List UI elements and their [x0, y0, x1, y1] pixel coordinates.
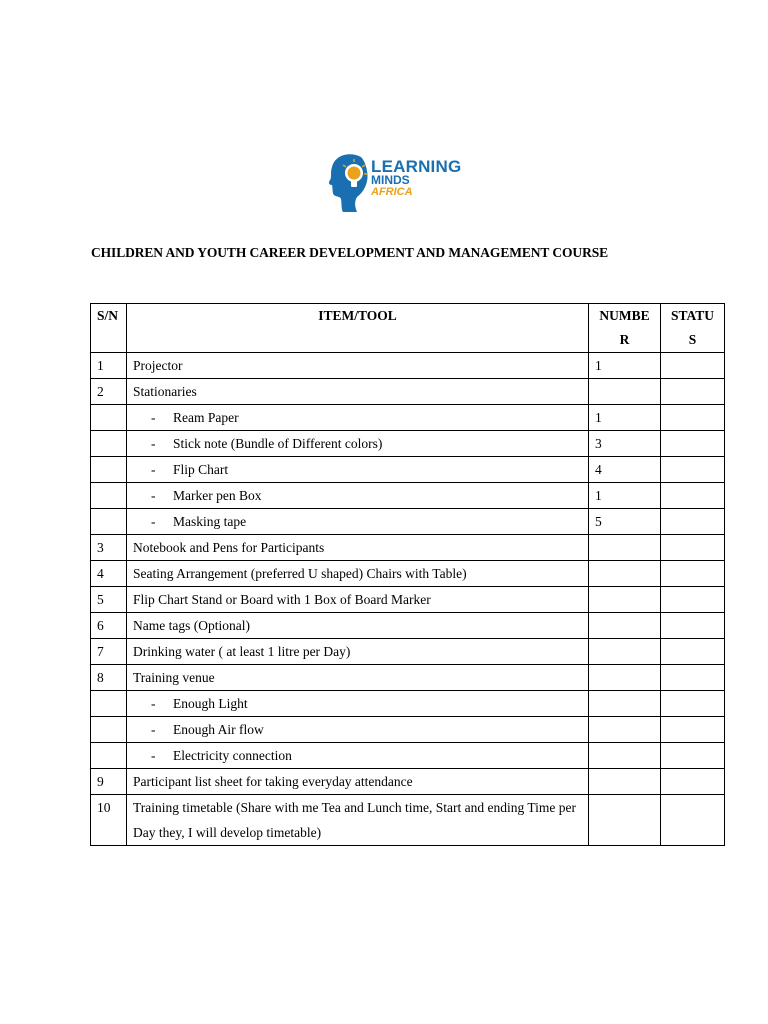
- cell-status: [661, 795, 725, 846]
- cell-number: [589, 639, 661, 665]
- cell-sn: [91, 457, 127, 483]
- header-sn: S/N: [91, 304, 127, 353]
- bullet-dash: -: [151, 410, 156, 425]
- cell-status: [661, 587, 725, 613]
- cell-item: [127, 431, 589, 457]
- header-number-line2: R: [619, 332, 630, 347]
- cell-item: [127, 483, 589, 509]
- table-row: [91, 613, 725, 639]
- cell-status: [661, 613, 725, 639]
- bullet-dash: -: [151, 436, 156, 451]
- cell-status: [661, 743, 725, 769]
- cell-number: 3: [589, 431, 661, 457]
- header-status-line1: STATU: [670, 308, 714, 323]
- cell-number: [589, 717, 661, 743]
- table-row: [91, 483, 725, 509]
- cell-status: [661, 483, 725, 509]
- cell-status: [661, 665, 725, 691]
- cell-status: [661, 639, 725, 665]
- header-number-line1: NUMBE: [599, 308, 650, 323]
- table-row: [91, 743, 725, 769]
- table-row: [91, 769, 725, 795]
- cell-status: [661, 509, 725, 535]
- table-row: [91, 379, 725, 405]
- item-text: Enough Air flow: [173, 722, 264, 737]
- header-item: ITEM/TOOL: [127, 304, 589, 353]
- cell-sn: 10: [91, 795, 127, 846]
- cell-item: Training venue: [127, 665, 589, 691]
- bullet-dash: -: [151, 488, 156, 503]
- bullet-dash: -: [151, 462, 156, 477]
- item-text: Marker pen Box: [173, 488, 262, 503]
- item-text: Electricity connection: [173, 748, 292, 763]
- cell-item: Participant list sheet for taking everyday attendance: [127, 769, 589, 795]
- bullet-dash: -: [151, 748, 156, 763]
- table-row: [91, 587, 725, 613]
- cell-item: Projector: [127, 353, 589, 379]
- company-logo: [327, 147, 467, 215]
- cell-sn: [91, 405, 127, 431]
- cell-number: [589, 665, 661, 691]
- cell-item: [127, 691, 589, 717]
- cell-item: [127, 743, 589, 769]
- table-row: [91, 691, 725, 717]
- table-row: [91, 431, 725, 457]
- header-status: [661, 304, 725, 353]
- cell-sn: 5: [91, 587, 127, 613]
- table-row: [91, 353, 725, 379]
- cell-item: Drinking water ( at least 1 litre per Day): [127, 639, 589, 665]
- bullet-dash: -: [151, 514, 156, 529]
- logo-line-2: MINDS: [371, 173, 410, 187]
- document-title: CHILDREN AND YOUTH CAREER DEVELOPMENT AND MANAGEMENT COURSE: [91, 245, 609, 260]
- cell-status: [661, 535, 725, 561]
- cell-sn: [91, 691, 127, 717]
- cell-sn: 3: [91, 535, 127, 561]
- cell-number: 4: [589, 457, 661, 483]
- logo-line-1: LEARNING: [371, 157, 462, 176]
- cell-item: Stationaries: [127, 379, 589, 405]
- cell-number: [589, 769, 661, 795]
- cell-item: Training timetable (Share with me Tea and Lunch time, Start and ending Time per Day they, I will develop timetable): [127, 795, 589, 846]
- cell-number: [589, 613, 661, 639]
- cell-number: [589, 379, 661, 405]
- cell-sn: [91, 483, 127, 509]
- table-row: [91, 717, 725, 743]
- cell-item: Notebook and Pens for Participants: [127, 535, 589, 561]
- header-number: [589, 304, 661, 353]
- table-row: [91, 561, 725, 587]
- cell-status: [661, 457, 725, 483]
- cell-status: [661, 769, 725, 795]
- cell-number: [589, 691, 661, 717]
- cell-item: Flip Chart Stand or Board with 1 Box of Board Marker: [127, 587, 589, 613]
- cell-item: [127, 405, 589, 431]
- cell-sn: 7: [91, 639, 127, 665]
- cell-status: [661, 691, 725, 717]
- cell-number: 5: [589, 509, 661, 535]
- item-text: Flip Chart: [173, 462, 229, 477]
- cell-status: [661, 353, 725, 379]
- cell-item: Name tags (Optional): [127, 613, 589, 639]
- items-table: [90, 303, 725, 846]
- cell-number: [589, 561, 661, 587]
- cell-sn: [91, 431, 127, 457]
- cell-item: [127, 457, 589, 483]
- cell-sn: 8: [91, 665, 127, 691]
- cell-sn: 2: [91, 379, 127, 405]
- cell-sn: 4: [91, 561, 127, 587]
- bullet-dash: -: [151, 722, 156, 737]
- cell-number: 1: [589, 405, 661, 431]
- cell-item: [127, 717, 589, 743]
- header-status-line2: S: [688, 332, 697, 347]
- item-text: Masking tape: [173, 514, 247, 529]
- head-bulb-icon: [327, 147, 371, 215]
- table-row: [91, 405, 725, 431]
- cell-number: [589, 587, 661, 613]
- cell-status: [661, 405, 725, 431]
- cell-number: 1: [589, 483, 661, 509]
- bullet-dash: -: [151, 696, 156, 711]
- cell-sn: 1: [91, 353, 127, 379]
- cell-sn: [91, 509, 127, 535]
- cell-number: [589, 795, 661, 846]
- cell-number: [589, 535, 661, 561]
- cell-status: [661, 717, 725, 743]
- cell-item: [127, 509, 589, 535]
- cell-status: [661, 561, 725, 587]
- cell-sn: 9: [91, 769, 127, 795]
- table-row: [91, 535, 725, 561]
- cell-sn: [91, 743, 127, 769]
- item-text: Enough Light: [173, 696, 248, 711]
- table-header-row: [91, 304, 725, 353]
- cell-status: [661, 379, 725, 405]
- table-row: [91, 795, 725, 846]
- table-row: [91, 639, 725, 665]
- item-text: Stick note (Bundle of Different colors): [173, 436, 383, 451]
- cell-status: [661, 431, 725, 457]
- table-row: [91, 665, 725, 691]
- cell-item: Seating Arrangement (preferred U shaped) Chairs with Table): [127, 561, 589, 587]
- item-text: Ream Paper: [173, 410, 239, 425]
- cell-sn: [91, 717, 127, 743]
- cell-number: 1: [589, 353, 661, 379]
- table-row: [91, 457, 725, 483]
- cell-sn: 6: [91, 613, 127, 639]
- logo-line-3: AFRICA: [371, 186, 413, 198]
- table-row: [91, 509, 725, 535]
- cell-number: [589, 743, 661, 769]
